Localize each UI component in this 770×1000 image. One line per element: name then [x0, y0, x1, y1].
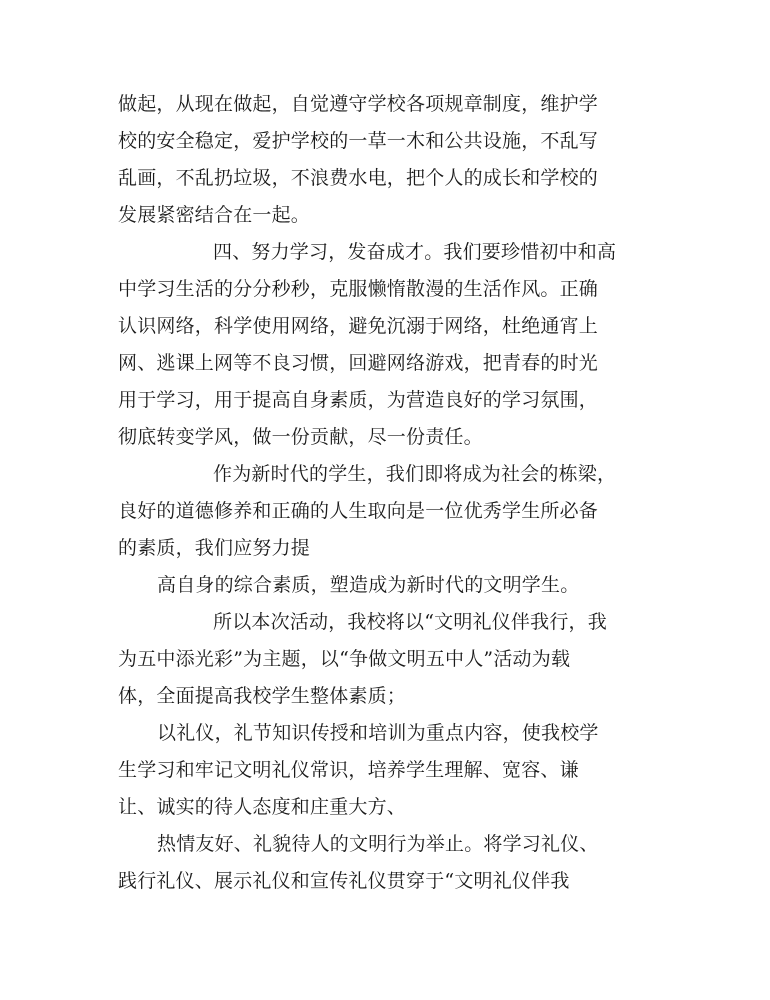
text-line-15: 所以本次活动，我校将以“文明礼仪伴我行，我 [213, 611, 607, 633]
text-line-7: 认识网络，科学使用网络，避免沉溺于网络，杜绝通宵上 [118, 315, 599, 337]
text-line-6: 中学习生活的分分秒秒，克服懒惰散漫的生活作风。正确 [118, 278, 599, 300]
text-line-21: 热情友好、礼貌待人的文明行为举止。将学习礼仪、 [157, 833, 599, 855]
text-line-4: 发展紧密结合在一起。 [118, 204, 311, 226]
text-line-2: 校的安全稳定，爱护学校的一草一木和公共设施，不乱写 [118, 130, 599, 152]
text-line-13: 的素质，我们应努力提 [118, 537, 311, 559]
text-line-14: 高自身的综合素质，塑造成为新时代的文明学生。 [157, 574, 580, 596]
text-line-11: 作为新时代的学生，我们即将成为社会的栋梁， [213, 463, 617, 485]
text-line-1: 做起，从现在做起，自觉遵守学校各项规章制度，维护学 [118, 93, 599, 115]
text-line-12: 良好的道德修养和正确的人生取向是一位优秀学生所必备 [118, 500, 599, 522]
text-line-5: 四、努力学习，发奋成才。我们要珍惜初中和高 [213, 241, 617, 263]
text-line-18: 以礼仪，礼节知识传授和培训为重点内容，使我校学 [157, 722, 599, 744]
text-line-3: 乱画，不乱扔垃圾，不浪费水电，把个人的成长和学校的 [118, 167, 599, 189]
text-line-9: 用于学习，用于提高自身素质，为营造良好的学习氛围， [118, 389, 599, 411]
text-line-10: 彻底转变学风，做一份贡献，尽一份责任。 [118, 426, 483, 448]
text-line-22: 践行礼仪、展示礼仪和宣传礼仪贯穿于“文明礼仪伴我 [118, 870, 570, 892]
text-line-19: 生学习和牢记文明礼仪常识，培养学生理解、宽容、谦 [118, 759, 579, 781]
text-line-8: 网、逃课上网等不良习惯，回避网络游戏，把青春的时光 [118, 352, 599, 374]
text-line-20: 让、诚实的待人态度和庄重大方、 [118, 796, 407, 818]
text-line-16: 为五中添光彩”为主题，以“争做文明五中人”活动为载 [118, 648, 571, 670]
text-line-17: 体，全面提高我校学生整体素质； [118, 685, 407, 707]
